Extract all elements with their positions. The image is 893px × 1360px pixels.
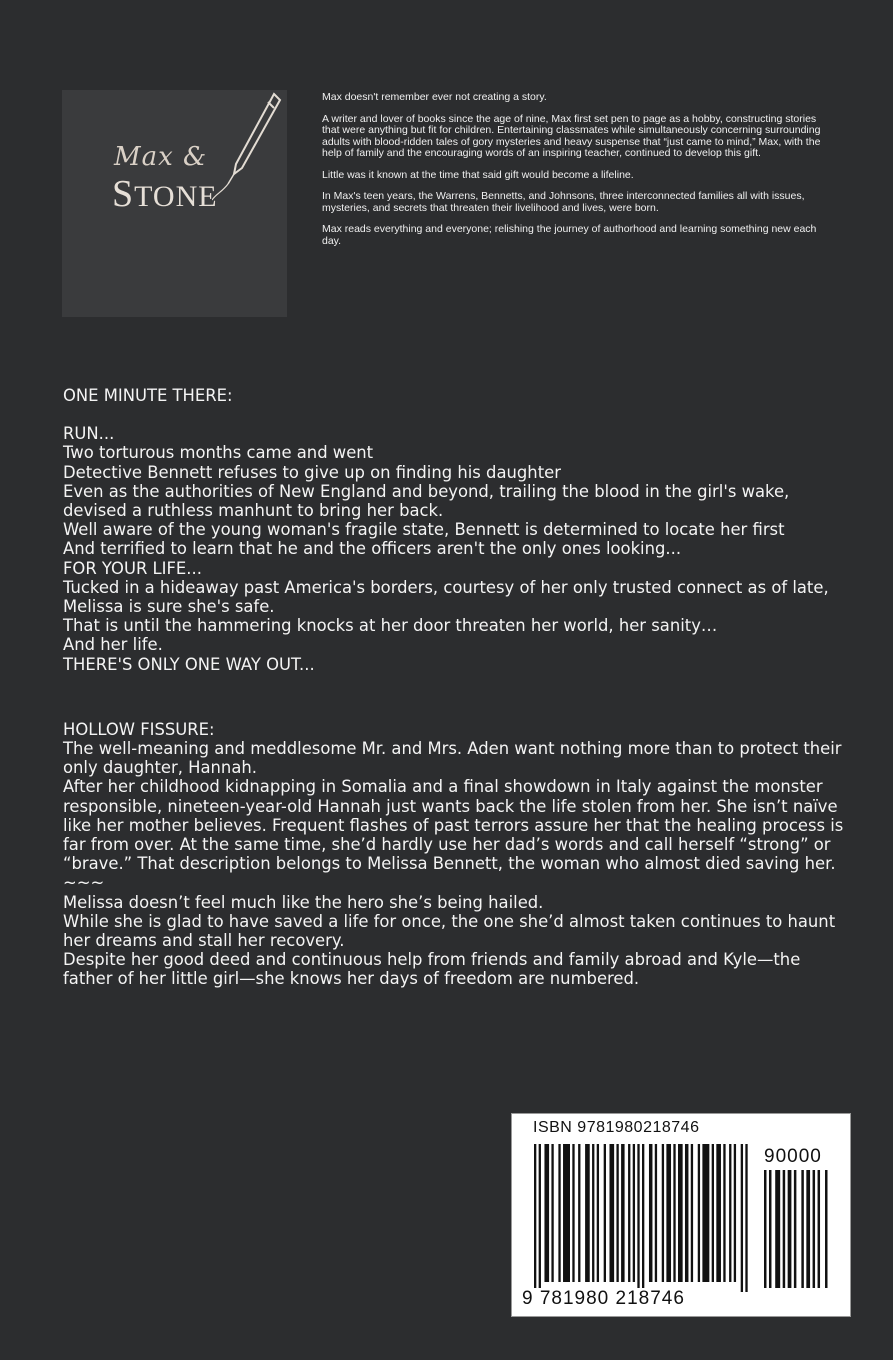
barcode-bar — [712, 1144, 714, 1282]
barcode-bar — [534, 1144, 536, 1292]
barcode-bar — [585, 1144, 590, 1282]
barcode-bar — [783, 1170, 785, 1288]
barcode-bar — [685, 1144, 688, 1282]
barcode-bar — [813, 1170, 815, 1288]
book2-section — [63, 720, 853, 989]
fountain-pen-icon — [212, 90, 292, 210]
book1-line: And terrified to learn that he and the officers aren't the only ones looking... — [63, 539, 682, 559]
barcode-bar — [806, 1170, 810, 1288]
barcode-bar — [662, 1144, 664, 1282]
barcode-bar — [642, 1144, 644, 1292]
bio-paragraph: Max reads everything and everyone; relishing the journey of authorhood and learning something new each day. — [322, 223, 817, 247]
barcode-bar — [558, 1144, 560, 1282]
barcode-bar — [775, 1170, 780, 1288]
bio-paragraph: Little was it known at the time that said gift would become a lifeline. — [322, 168, 634, 181]
barcode-bar — [729, 1144, 731, 1282]
barcode-bar — [702, 1144, 709, 1282]
price-code: 90000 — [764, 1146, 822, 1167]
book2-line: After her childhood kidnapping in Somalia and a final showdown in Italy against the monster responsible, nineteen-year-old Hannah just wants back the life stolen from her. She isn’t naïve like her mother believes. Frequent flashes of past terrors assure her that the healing process is far from over. At the same time, she’d hardly use her dad’s words and call herself “strong” or “brave.” That description belongs to Melissa Bennett, the woman who almost died saving her. — [63, 777, 844, 874]
barcode-bar — [592, 1144, 594, 1282]
book2-line: Despite her good deed and continuous help from friends and family abroad and Kyle—the father of her little girl—she knows her days of freedom are numbered. — [63, 950, 801, 989]
book1-section — [63, 386, 853, 674]
bio-paragraph: A writer and lover of books since the age of nine, Max first set pen to page as a hobby, constructing stories that were anything but fit for children. Entertaining classmates while simultaneously concerning surrounding adults with blood-ridden tales of gory mysteries and heavy suspense that “just came to mind,” Max, with the help of family and the encouraging words of an inspiring teacher, continued to develop this gift. — [322, 112, 821, 159]
logo-name-initial: S — [112, 173, 135, 215]
isbn-barcode — [511, 1113, 851, 1317]
barcode-bar — [628, 1144, 630, 1282]
addon-barcode-bars — [764, 1170, 834, 1296]
barcode-bar — [544, 1144, 549, 1282]
logo-script: Max & — [114, 142, 208, 172]
barcode-bar — [801, 1170, 803, 1288]
book1-line: Even as the authorities of New England and beyond, trailing the blood in the girl's wake, devised a ruthless manhunt to bring her back. — [63, 481, 790, 521]
barcode-bars — [534, 1144, 752, 1294]
book2-line: Melissa doesn’t feel much like the hero she’s being hailed. — [63, 892, 544, 912]
book1-line: FOR YOUR LIFE... — [63, 558, 202, 578]
barcode-bar — [551, 1144, 553, 1282]
book1-line: Two torturous months came and went — [63, 443, 374, 463]
book1-line: RUN... — [63, 424, 115, 444]
barcode-bar — [764, 1170, 766, 1288]
barcode-bar — [673, 1144, 675, 1282]
barcode-bar — [655, 1144, 657, 1282]
barcode-bar — [788, 1170, 792, 1288]
barcode-bar — [616, 1144, 618, 1282]
barcode-bar — [563, 1144, 570, 1282]
book2-line: ~~~ — [63, 873, 105, 893]
logo-name — [112, 172, 218, 216]
barcode-bar — [691, 1144, 693, 1282]
isbn-digits: 9 781980 218746 — [522, 1288, 685, 1309]
book1-line: Well aware of the young woman's fragile state, Bennett is determined to locate her first — [63, 520, 785, 540]
book2-line: The well-meaning and meddlesome Mr. and Mrs. Aden want nothing more than to protect their only daughter, Hannah. — [63, 739, 842, 778]
book1-line: THERE'S ONLY ONE WAY OUT... — [63, 654, 315, 674]
barcode-bar — [678, 1144, 683, 1282]
barcode-bar — [666, 1144, 671, 1282]
barcode-bar — [637, 1144, 639, 1292]
book1-line: That is until the hammering knocks at her door threaten her world, her sanity… — [63, 616, 718, 636]
barcode-bar — [818, 1170, 820, 1288]
bio-paragraph: Max doesn't remember ever not creating a story. — [322, 91, 547, 103]
barcode-bar — [825, 1170, 827, 1288]
barcode-bar — [698, 1144, 700, 1282]
barcode-bar — [572, 1144, 574, 1282]
book-blurbs — [63, 386, 853, 989]
barcode-bar — [734, 1144, 736, 1282]
barcode-bar — [745, 1144, 747, 1292]
barcode-bar — [539, 1144, 541, 1292]
barcode-bar — [741, 1144, 743, 1292]
barcode-bar — [609, 1144, 614, 1282]
bio-paragraph: In Max's teen years, the Warrens, Bennetts, and Johnsons, three interconnected families all with issues, mysteries, and secrets that threaten their livelihood and lives, were born. — [322, 190, 805, 214]
book2-title: HOLLOW FISSURE: — [63, 719, 215, 739]
barcode-bar — [621, 1144, 624, 1282]
barcode-bar — [723, 1144, 725, 1282]
barcode-bar — [578, 1144, 580, 1282]
barcode-bar — [794, 1170, 796, 1288]
author-logo — [62, 90, 287, 317]
isbn-label: ISBN 9781980218746 — [533, 1119, 700, 1136]
book1-line: Tucked in a hideaway past America's borders, courtesy of her only trusted connect as of late, Melissa is sure she's safe. — [63, 577, 829, 617]
barcode-bar — [597, 1144, 599, 1282]
barcode-bar — [716, 1144, 721, 1282]
book1-title: ONE MINUTE THERE: — [63, 386, 233, 405]
author-bio — [322, 92, 834, 257]
book1-line: Detective Bennett refuses to give up on finding his daughter — [63, 462, 561, 482]
barcode-bar — [604, 1144, 606, 1282]
barcode-bar — [633, 1144, 635, 1282]
barcode-bar — [649, 1144, 652, 1282]
book1-line: And her life. — [63, 635, 163, 655]
book2-line: While she is glad to have saved a life for once, the one she’d almost taken continues to haunt her dreams and stall her recovery. — [63, 911, 836, 951]
logo-name-rest: TONE — [134, 180, 218, 213]
barcode-bar — [769, 1170, 771, 1288]
